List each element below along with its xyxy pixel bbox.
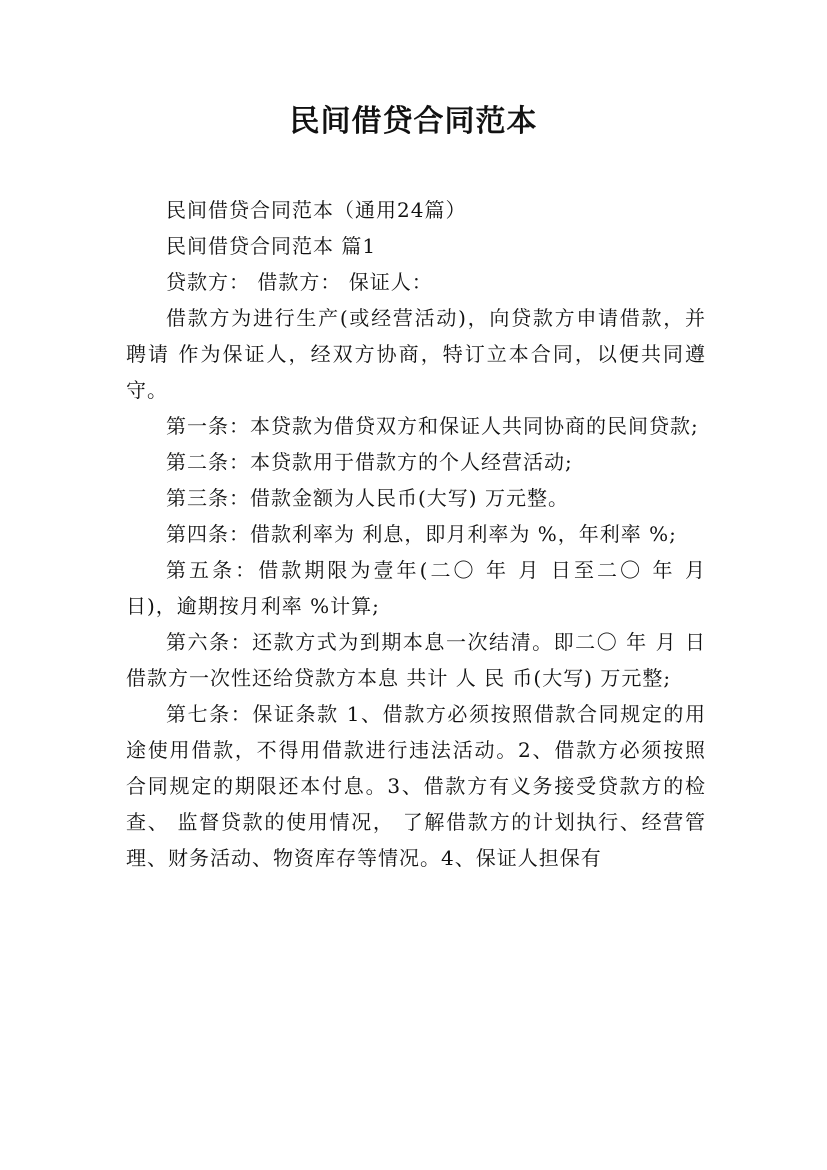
paragraph-article-6: 第六条：还款方式为到期本息一次结清。即二〇 年 月 日借款方一次性还给贷款方本息 共计 人 民 币(大写) 万元整;: [126, 630, 706, 690]
paragraph-article-4: 第四条：借款利率为 利息，即月利率为 %，年利率 %;: [166, 522, 677, 546]
paragraph-preamble: 借款方为进行生产(或经营活动)，向贷款方申请借款，并聘请 作为保证人，经双方协商，特订立本合同，以便共同遵守。: [126, 306, 706, 402]
paragraph-section-heading: 民间借贷合同范本 篇1: [166, 234, 377, 258]
paragraph-article-7: 第七条：保证条款 1、借款方必须按照借款合同规定的用途使用借款，不得用借款进行违法活动。2、借款方必须按照合同规定的期限还本付息。3、借款方有义务接受贷款方的检查、 监督贷款的使用情况， 了解借款方的计划执行、经营管理、财务活动、物资库存等情况。4、保证人担保有: [126, 702, 706, 870]
paragraph-parties: 贷款方： 借款方： 保证人：: [166, 270, 433, 294]
paragraph-article-1: 第一条：本贷款为借贷双方和保证人共同协商的民间贷款;: [166, 414, 699, 438]
paragraph-article-3: 第三条：借款金额为人民币(大写) 万元整。: [166, 486, 569, 510]
document-title: 民间借贷合同范本: [289, 104, 538, 139]
document-body: [126, 192, 706, 876]
paragraph-article-5: 第五条：借款期限为壹年(二〇 年 月 日至二〇 年 月 日)，逾期按月利率 %计算;: [126, 558, 706, 618]
paragraph-subtitle: 民间借贷合同范本（通用24篇）: [166, 198, 467, 222]
paragraph-article-2: 第二条：本贷款用于借款方的个人经营活动;: [166, 450, 573, 474]
